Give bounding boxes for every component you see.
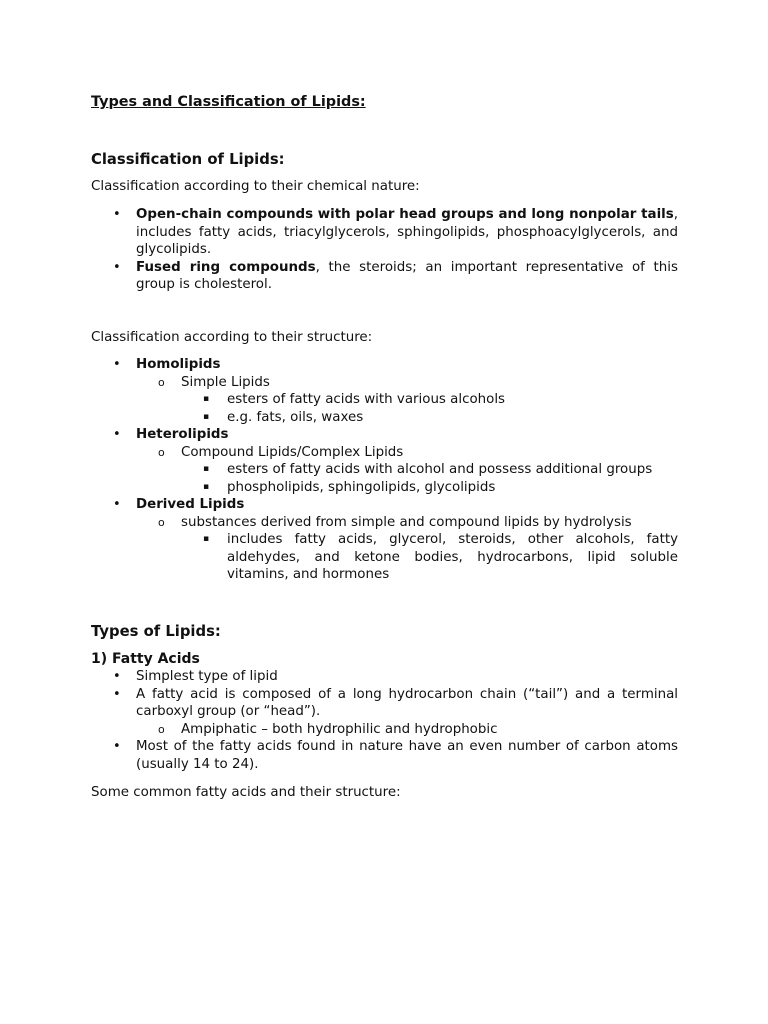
sub-list-item <box>91 444 678 462</box>
list-item-homolipids <box>91 356 678 374</box>
item-text: A fatty acid is composed of a long hydrocarbon chain (“tail”) and a terminal carboxyl group (or “head”). <box>136 686 678 719</box>
item-bold-text: Open-chain compounds with polar head groups and long nonpolar tails <box>136 207 674 222</box>
sub-list-item <box>91 514 678 532</box>
item-text: , includes fatty acids, triacylglycerols, sphingolipids, phosphoacylglycerols, and glycolipids. <box>136 207 678 257</box>
item-text: includes fatty acids, glycerol, steroids, other alcohols, fatty aldehydes, and ketone bodies, hydrocarbons, lipid soluble vitamins, and hormones <box>227 532 678 582</box>
item-bold-text: Fused ring compounds <box>136 259 316 275</box>
list-item <box>91 668 678 686</box>
circle-glyph: o <box>158 722 165 736</box>
square-glyph: ▪ <box>203 534 210 544</box>
list-item-derived <box>91 496 678 514</box>
bullet-glyph: • <box>113 259 121 275</box>
heterolipids-sub: Compound Lipids/Complex Lipids <box>181 444 404 460</box>
sub-sub-list-item <box>91 409 678 427</box>
sub-sub-list-item <box>91 531 678 584</box>
list-item <box>91 259 678 294</box>
sub-list-item <box>91 374 678 392</box>
item-text: e.g. fats, oils, waxes <box>227 409 364 425</box>
heterolipids-label: Heterolipids <box>136 427 229 442</box>
homolipids-sub: Simple Lipids <box>181 374 270 390</box>
types-heading: Types of Lipids: <box>91 623 221 640</box>
item-text: Ampiphatic – both hydrophilic and hydrophobic <box>181 721 498 737</box>
bullet-glyph: • <box>113 357 121 372</box>
item-text: , the steroids; an important representative of this group is cholesterol. <box>136 259 678 292</box>
list-item <box>91 686 678 721</box>
derived-label: Derived Lipids <box>136 497 245 512</box>
fatty-acids-list <box>91 668 678 773</box>
square-glyph: ▪ <box>203 481 210 492</box>
chemical-list <box>91 206 678 294</box>
document-title: Types and Classification of Lipids: <box>91 94 366 110</box>
square-glyph: ▪ <box>203 394 210 404</box>
item-text: phospholipids, sphingolipids, glycolipids <box>227 479 496 495</box>
item-text: Most of the fatty acids found in nature have an even number of carbon atoms (usually 14 to 24). <box>136 739 678 772</box>
list-item-heterolipids <box>91 426 678 444</box>
bullet-glyph: • <box>113 497 121 512</box>
bullet-glyph: • <box>113 739 121 754</box>
bullet-glyph: • <box>113 427 121 442</box>
sub-sub-list-item <box>91 391 678 409</box>
circle-glyph: o <box>158 515 165 529</box>
bullet-glyph: • <box>113 207 121 222</box>
classification-heading: Classification of Lipids: <box>91 151 285 168</box>
structure-list <box>91 356 678 584</box>
closing-text: Some common fatty acids and their structure: <box>91 785 401 800</box>
item-text: esters of fatty acids with alcohol and possess additional groups <box>227 462 653 477</box>
homolipids-label: Homolipids <box>136 357 221 372</box>
item-text: esters of fatty acids with various alcohols <box>227 392 506 407</box>
square-glyph: ▪ <box>203 464 210 474</box>
sub-sub-list-item <box>91 461 678 479</box>
sub-sub-list-item <box>91 479 678 497</box>
bullet-glyph: • <box>113 686 121 702</box>
sub-list-item <box>91 721 678 739</box>
list-item <box>91 206 678 259</box>
structure-intro: Classification according to their structure: <box>91 330 373 345</box>
circle-glyph: o <box>158 375 165 389</box>
derived-sub: substances derived from simple and compound lipids by hydrolysis <box>181 514 632 530</box>
fatty-acids-heading: 1) Fatty Acids <box>91 651 200 667</box>
chemical-intro: Classification according to their chemical nature: <box>91 179 420 194</box>
bullet-glyph: • <box>113 669 121 684</box>
square-glyph: ▪ <box>203 411 210 422</box>
item-text: Simplest type of lipid <box>136 669 278 684</box>
list-item <box>91 738 678 773</box>
circle-glyph: o <box>158 445 165 459</box>
